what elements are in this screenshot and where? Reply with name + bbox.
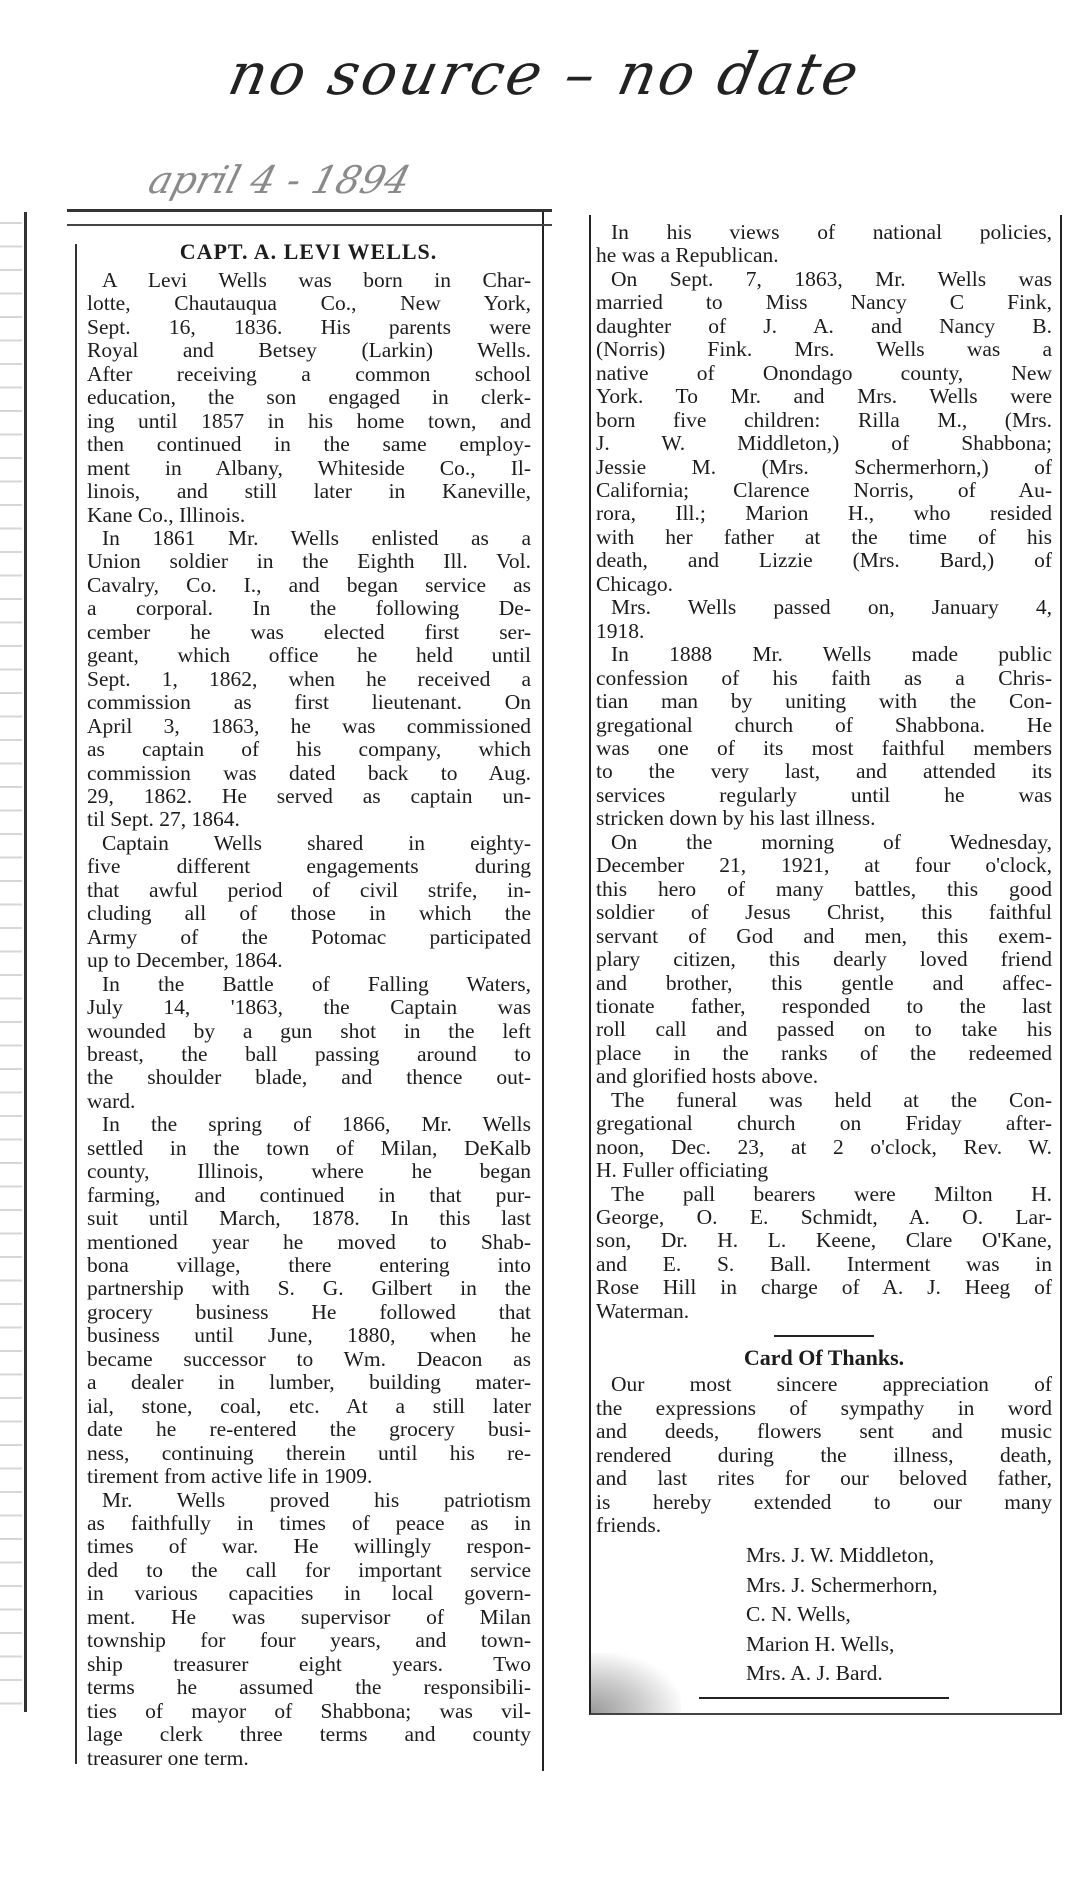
text-line: date he re-entered the grocery busi- bbox=[87, 1418, 531, 1442]
paragraph bbox=[596, 268, 1052, 596]
text-line: gregational church of Shabbona. He bbox=[596, 713, 1052, 737]
text-line: born five children: Rilla M., (Mrs. bbox=[596, 408, 1052, 432]
paragraph bbox=[87, 1489, 531, 1770]
text-line: Mrs. Wells passed on, January 4, bbox=[611, 596, 1052, 620]
text-line: son, Dr. H. L. Keene, Clare O'Kane, bbox=[596, 1229, 1052, 1253]
card-of-thanks-title: Card Of Thanks. bbox=[743, 1345, 905, 1371]
signature-line: Marion H. Wells, bbox=[746, 1631, 895, 1656]
text-line: commission as first lieutenant. On bbox=[87, 691, 531, 715]
text-line: death, and Lizzie (Mrs. Bard,) of bbox=[596, 549, 1052, 573]
paragraph bbox=[596, 1089, 1052, 1183]
text-line: lotte, Chautauqua Co., New York, bbox=[87, 292, 531, 316]
text-line: and glorified hosts above. bbox=[596, 1065, 819, 1089]
signature-line: Mrs. A. J. Bard. bbox=[746, 1661, 883, 1686]
text-line: and brother, this gentle and affec- bbox=[596, 971, 1052, 995]
text-line: ial, stone, coal, etc. At a still later bbox=[87, 1394, 531, 1418]
text-line: plary citizen, this dearly loved friend bbox=[596, 948, 1052, 972]
text-line: grocery business He followed that bbox=[87, 1300, 531, 1324]
text-line: Sept. 1, 1862, when he received a bbox=[87, 667, 531, 691]
signature-line: Mrs. J. W. Middleton, bbox=[746, 1543, 935, 1568]
text-line: the shoulder blade, and thence out- bbox=[87, 1066, 531, 1090]
text-line: The funeral was held at the Con- bbox=[611, 1088, 1052, 1112]
text-line: York. To Mr. and Mrs. Wells were bbox=[596, 385, 1052, 409]
text-line: (Norris) Fink. Mrs. Wells was a bbox=[596, 338, 1052, 362]
text-line: In the spring of 1866, Mr. Wells bbox=[102, 1113, 531, 1137]
text-line: On the morning of Wednesday, bbox=[611, 830, 1052, 854]
paragraph bbox=[87, 527, 531, 832]
text-line: lage clerk three terms and county bbox=[87, 1723, 531, 1747]
text-line: 29, 1862. He served as captain un- bbox=[87, 784, 531, 808]
text-line: ness, continuing therein until his re- bbox=[87, 1441, 531, 1465]
paragraph bbox=[87, 1113, 531, 1488]
text-line: In the Battle of Falling Waters, bbox=[102, 972, 531, 996]
article-body-left bbox=[87, 269, 531, 1770]
text-line: ment. He was supervisor of Milan bbox=[87, 1605, 531, 1629]
text-line: Mr. Wells proved his patriotism bbox=[102, 1488, 531, 1512]
text-line: July 14, '1863, the Captain was bbox=[87, 996, 531, 1020]
column-border bbox=[75, 244, 77, 1764]
text-line: tionate father, responded to the last bbox=[596, 994, 1052, 1018]
text-line: services regularly until he was bbox=[596, 783, 1052, 807]
text-line: to the very last, and attended its bbox=[596, 760, 1052, 784]
text-line: farming, and continued in that pur- bbox=[87, 1183, 531, 1207]
text-line: J. W. Middleton,) of Shabbona; bbox=[596, 432, 1052, 456]
paragraph bbox=[87, 973, 531, 1114]
text-line: linois, and still later in Kaneville, bbox=[87, 480, 531, 504]
text-line: ward. bbox=[87, 1089, 136, 1113]
text-line: with her father at the time of his bbox=[596, 525, 1052, 549]
text-line: tian man by uniting with the Con- bbox=[596, 690, 1052, 714]
text-line: rendered during the illness, death, bbox=[596, 1443, 1052, 1467]
text-line: ship treasurer eight years. Two bbox=[87, 1652, 531, 1676]
text-line: married to Miss Nancy C Fink, bbox=[596, 291, 1052, 315]
text-line: and last rites for our beloved father, bbox=[596, 1467, 1052, 1491]
text-line: bona village, there entering into bbox=[87, 1254, 531, 1278]
text-line: settled in the town of Milan, DeKalb bbox=[87, 1136, 531, 1160]
text-line: Our most sincere appreciation of bbox=[611, 1373, 1052, 1397]
text-line: business until June, 1880, when he bbox=[87, 1324, 531, 1348]
card-of-thanks-body bbox=[596, 1373, 1052, 1537]
text-line: Union soldier in the Eighth Ill. Vol. bbox=[87, 550, 531, 574]
text-line: stricken down by his last illness. bbox=[596, 807, 876, 831]
text-line: daughter of J. A. and Nancy B. bbox=[596, 314, 1052, 338]
text-line: Chicago. bbox=[596, 572, 674, 596]
text-line: December 21, 1921, at four o'clock, bbox=[596, 854, 1052, 878]
text-line: and deeds, flowers sent and music bbox=[596, 1420, 1052, 1444]
text-line: til Sept. 27, 1864. bbox=[87, 808, 240, 832]
text-line: a corporal. In the following De- bbox=[87, 597, 531, 621]
text-line: county, Illinois, where he began bbox=[87, 1160, 531, 1184]
text-line: geant, which office he held until bbox=[87, 644, 531, 668]
paragraph bbox=[596, 221, 1052, 268]
text-line: Waterman. bbox=[596, 1299, 690, 1323]
text-line: noon, Dec. 23, at 2 o'clock, Rev. W. bbox=[596, 1135, 1052, 1159]
text-line: became successor to Wm. Deacon as bbox=[87, 1347, 531, 1371]
text-line: place in the ranks of the redeemed bbox=[596, 1041, 1052, 1065]
text-line: that awful period of civil strife, in- bbox=[87, 878, 531, 902]
text-line: In 1888 Mr. Wells made public bbox=[611, 643, 1052, 667]
text-line: ment in Albany, Whiteside Co., Il- bbox=[87, 456, 531, 480]
text-line: Jessie M. (Mrs. Schermerhorn,) of bbox=[596, 455, 1052, 479]
text-line: George, O. E. Schmidt, A. O. Lar- bbox=[596, 1206, 1052, 1230]
paragraph bbox=[596, 1373, 1052, 1537]
text-line: cluding all of those in which the bbox=[87, 902, 531, 926]
obituary-column-left bbox=[75, 209, 544, 1771]
text-line: as captain of his company, which bbox=[87, 738, 531, 762]
text-line: five different engagements during bbox=[87, 855, 531, 879]
paragraph bbox=[87, 832, 531, 973]
text-line: Sept. 16, 1836. His parents were bbox=[87, 315, 531, 339]
paragraph bbox=[596, 643, 1052, 831]
text-line: soldier of Jesus Christ, this faithful bbox=[596, 901, 1052, 925]
text-line: cember he was elected first ser- bbox=[87, 620, 531, 644]
text-line: the expressions of sympathy in word bbox=[596, 1396, 1052, 1420]
text-line: The pall bearers were Milton H. bbox=[611, 1182, 1052, 1206]
text-line: Captain Wells shared in eighty- bbox=[102, 831, 531, 855]
text-line: friends. bbox=[596, 1514, 662, 1538]
text-line: suit until March, 1878. In this last bbox=[87, 1207, 531, 1231]
text-line: up to December, 1864. bbox=[87, 949, 283, 973]
text-line: as faithfully in times of peace as in bbox=[87, 1512, 531, 1536]
text-line: roll call and passed on to take his bbox=[596, 1018, 1052, 1042]
paragraph bbox=[596, 831, 1052, 1089]
text-line: tirement from active life in 1909. bbox=[87, 1465, 373, 1489]
text-line: H. Fuller officiating bbox=[596, 1159, 769, 1183]
handwritten-note: no source – no date bbox=[222, 40, 868, 108]
paragraph bbox=[596, 596, 1052, 643]
text-line: After receiving a common school bbox=[87, 362, 531, 386]
text-line: In his views of national policies, bbox=[611, 221, 1052, 244]
text-line: gregational church on Friday after- bbox=[596, 1112, 1052, 1136]
separator-rule bbox=[774, 1335, 874, 1337]
text-line: township for four years, and town- bbox=[87, 1629, 531, 1653]
text-line: confession of his faith as a Chris- bbox=[596, 666, 1052, 690]
text-line: then continued in the same employ- bbox=[87, 433, 531, 457]
text-line: is hereby extended to our many bbox=[596, 1490, 1052, 1514]
text-line: he was a Republican. bbox=[596, 244, 779, 268]
text-line: this hero of many battles, this good bbox=[596, 877, 1052, 901]
text-line: mentioned year he moved to Shab- bbox=[87, 1230, 531, 1254]
text-line: ties of mayor of Shabbona; was vil- bbox=[87, 1699, 531, 1723]
paragraph bbox=[87, 269, 531, 527]
text-line: was one of its most faithful members bbox=[596, 736, 1052, 760]
handwritten-date: april 4 - 1894 bbox=[144, 158, 416, 202]
bottom-rule bbox=[699, 1697, 949, 1699]
paragraph bbox=[596, 1183, 1052, 1324]
text-line: Army of the Potomac participated bbox=[87, 925, 531, 949]
text-line: A Levi Wells was born in Char- bbox=[102, 269, 531, 292]
paper-stain bbox=[591, 1653, 681, 1713]
header-rules bbox=[67, 209, 552, 226]
text-line: and E. S. Ball. Interment was in bbox=[596, 1252, 1052, 1276]
text-line: 1918. bbox=[596, 619, 645, 643]
signature-line: C. N. Wells, bbox=[746, 1602, 851, 1627]
signature-line: Mrs. J. Schermerhorn, bbox=[746, 1572, 938, 1597]
text-line: breast, the ball passing around to bbox=[87, 1042, 531, 1066]
text-line: partnership with S. G. Gilbert in the bbox=[87, 1277, 531, 1301]
text-line: California; Clarence Norris, of Au- bbox=[596, 478, 1052, 502]
text-line: Rose Hill in charge of A. J. Heeg of bbox=[596, 1276, 1052, 1300]
text-line: education, the son engaged in clerk- bbox=[87, 386, 531, 410]
article-paragraphs bbox=[596, 221, 1052, 1323]
text-line: ded to the call for important service bbox=[87, 1558, 531, 1582]
text-line: wounded by a gun shot in the left bbox=[87, 1019, 531, 1043]
text-line: times of war. He willingly respon- bbox=[87, 1535, 531, 1559]
text-line: ing until 1857 in his home town, and bbox=[87, 409, 531, 433]
text-line: Kane Co., Illinois. bbox=[87, 503, 246, 527]
text-line: Royal and Betsey (Larkin) Wells. bbox=[87, 339, 531, 363]
text-line: in various capacities in local govern- bbox=[87, 1582, 531, 1606]
text-line: On Sept. 7, 1863, Mr. Wells was bbox=[611, 267, 1052, 291]
text-line: rora, Ill.; Marion H., who resided bbox=[596, 502, 1052, 526]
text-line: commission was dated back to Aug. bbox=[87, 761, 531, 785]
article-title: CAPT. A. LEVI WELLS. bbox=[179, 239, 438, 264]
adjacent-column-fragment bbox=[0, 212, 22, 1712]
text-line: April 3, 1863, he was commissioned bbox=[87, 714, 531, 738]
article-body-right bbox=[596, 221, 1052, 1699]
text-line: servant of God and men, this exem- bbox=[596, 924, 1052, 948]
text-line: terms he assumed the responsibili- bbox=[87, 1676, 531, 1700]
text-line: native of Onondago county, New bbox=[596, 361, 1052, 385]
text-line: a dealer in lumber, building mater- bbox=[87, 1371, 531, 1395]
text-line: treasurer one term. bbox=[87, 1746, 249, 1770]
column-divider bbox=[24, 212, 27, 1712]
text-line: Cavalry, Co. I., and began service as bbox=[87, 573, 531, 597]
obituary-column-right bbox=[589, 215, 1062, 1715]
text-line: In 1861 Mr. Wells enlisted as a bbox=[102, 526, 531, 550]
